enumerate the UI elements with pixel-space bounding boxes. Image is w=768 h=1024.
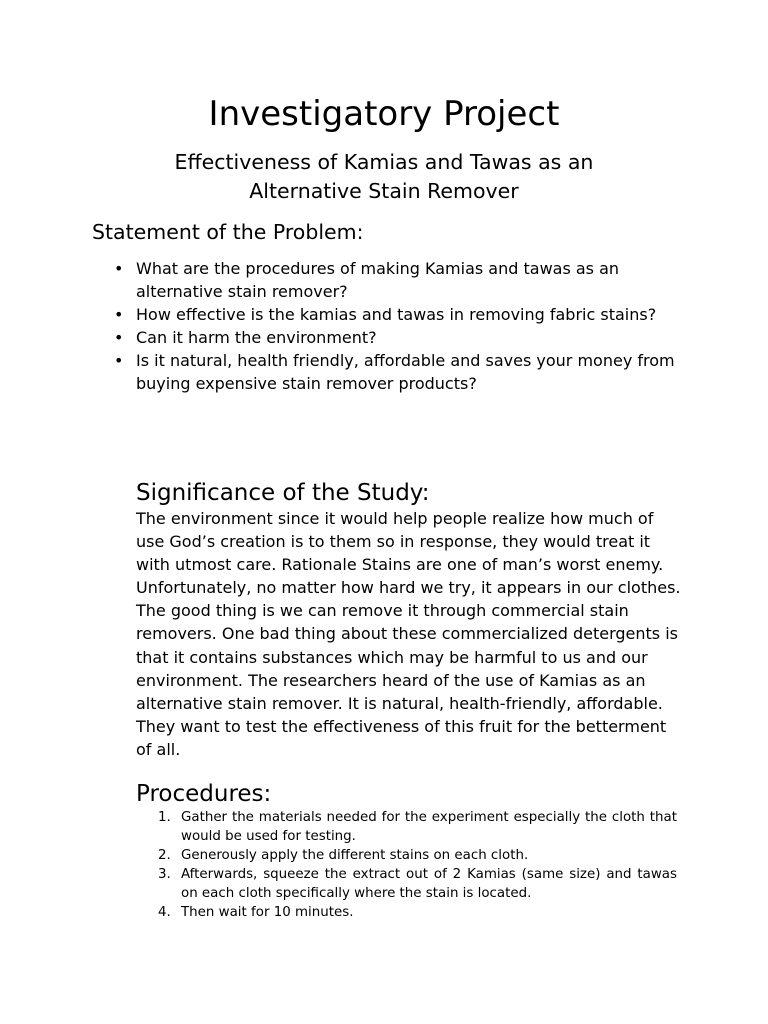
- step-number: 3.: [158, 867, 171, 882]
- step-number: 2.: [158, 848, 171, 863]
- problem-list: [136, 257, 696, 395]
- procedure-step: [158, 808, 677, 846]
- step-text: Gather the materials needed for the experiment especially the cloth that would be used for testing.: [181, 810, 677, 844]
- procedure-step: [158, 903, 677, 922]
- step-number: 4.: [158, 905, 171, 920]
- subtitle-line-1: Effectiveness of Kamias and Tawas as an: [174, 150, 594, 174]
- problem-item: • What are the procedures of making Kamias and tawas as an alternative stain remover?: [136, 257, 696, 303]
- procedures-heading: Procedures:: [136, 781, 272, 807]
- step-text: Then wait for 10 minutes.: [181, 905, 354, 920]
- document-title: Investigatory Project: [208, 94, 560, 134]
- problem-item: • Can it harm the environment?: [136, 326, 696, 349]
- problem-item: • Is it natural, health friendly, affordable and saves your money from buying expensive stain remover products?: [136, 349, 696, 395]
- step-number: 1.: [158, 810, 171, 825]
- procedures-list: [158, 808, 677, 922]
- step-text: Afterwards, squeeze the extract out of 2 Kamias (same size) and tawas on each cloth specifically where the stain is located.: [181, 867, 677, 901]
- procedure-step: [158, 865, 677, 903]
- subtitle-line-2: Alternative Stain Remover: [249, 179, 519, 203]
- significance-heading: Significance of the Study:: [136, 480, 430, 506]
- significance-paragraph: The environment since it would help people realize how much of use God’s creation is to them so in response, they would treat it with utmost care. Rationale Stains are one of man’s worst enemy. Unfortunately, no matter how hard we try, it appears in our clothes. The good thing is we can remove it through commercial stain removers. One bad thing about these commercialized detergents is that it contains substances which may be harmful to us and our environment. The researchers heard of the use of Kamias as an alternative stain remover. It is natural, health-friendly, affordable. They want to test the effectiveness of this fruit for the betterment of all.: [136, 509, 681, 759]
- step-text: Generously apply the different stains on each cloth.: [181, 848, 529, 863]
- document-subtitle: [0, 148, 768, 206]
- problem-heading: Statement of the Problem:: [92, 220, 364, 244]
- problem-item: • How effective is the kamias and tawas in removing fabric stains?: [136, 303, 696, 326]
- procedure-step: [158, 846, 677, 865]
